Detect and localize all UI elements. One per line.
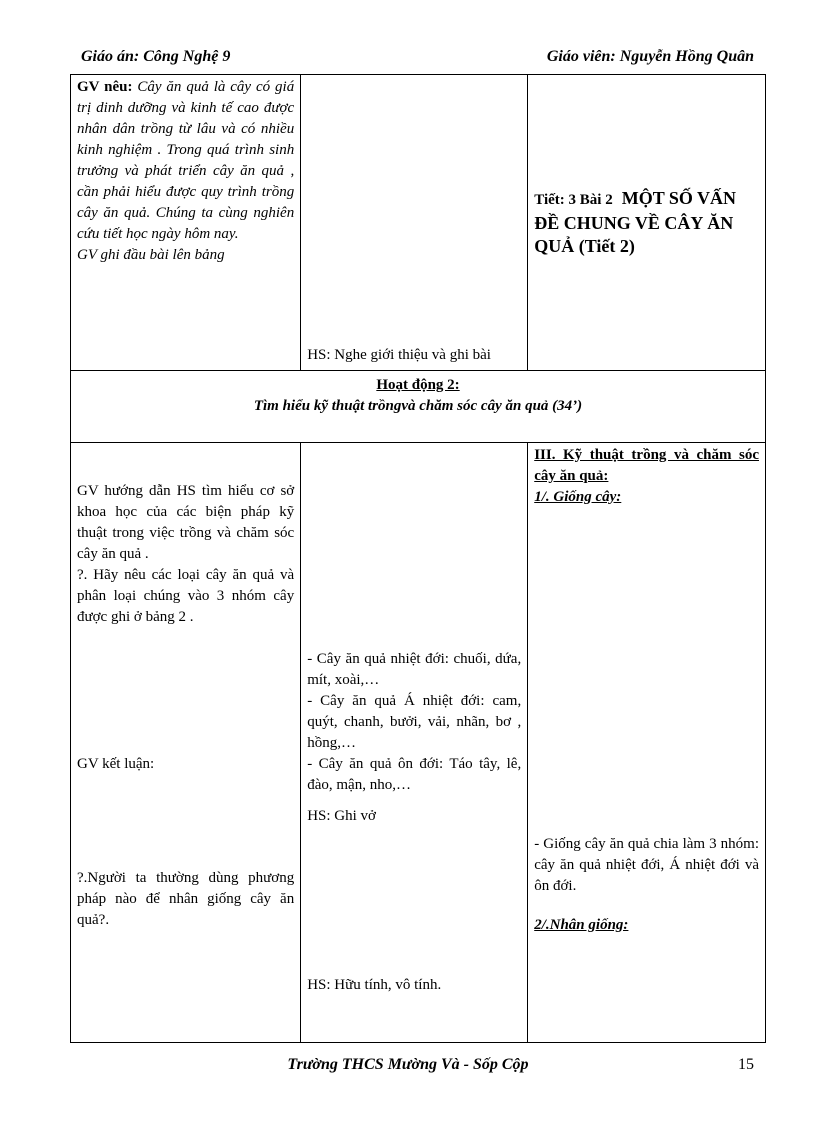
hs-listen-text: HS: Nghe giới thiệu và ghi bài (307, 347, 491, 363)
question-propagation: ?.Người ta thường dùng phương pháp nào để nhân giống cây ăn quả?. (77, 870, 295, 928)
table-row (71, 443, 766, 1043)
student-cell (301, 75, 528, 371)
lesson-prefix: Tiết: 3 Bài 2 (534, 192, 613, 208)
teacher-activity-cell (71, 443, 301, 1043)
teacher-intro-cell (71, 75, 301, 371)
subsection-propagation: 2/.Nhân giống: (534, 917, 629, 933)
seed-groups-note: - Giống cây ăn quả chia làm 3 nhóm: cây ăn quả nhiệt đới, Á nhiệt đới và ôn đới. (534, 836, 759, 894)
lesson-title (534, 187, 759, 258)
answer-subtropical: - Cây ăn quả Á nhiệt đới: cam, quýt, chanh, bưởi, vải, nhãn, bơ , hồng,… (307, 693, 522, 751)
activity-heading: Hoạt động 2: (376, 377, 460, 393)
activity-subtitle: Tìm hiểu kỹ thuật trồngvà chăm sóc cây ăn quả (34’) (253, 398, 583, 414)
hs-notes: HS: Ghi vở (307, 808, 376, 824)
gv-label: GV nêu: (77, 79, 133, 95)
question-classify: ?. Hãy nêu các loại cây ăn quả và phân loại chúng vào 3 nhóm cây được ghi ở bảng 2 . (77, 567, 295, 625)
gv-conclusion: GV kết luận: (77, 756, 155, 772)
answer-propagation: HS: Hữu tính, vô tính. (307, 977, 442, 993)
lesson-plan-table (70, 74, 766, 1043)
teacher-intro (77, 77, 294, 245)
answer-temperate: - Cây ăn quả ôn đới: Táo tây, lê, đào, mận, nho,… (307, 756, 522, 793)
page-number: 15 (738, 1056, 754, 1073)
student-activity-cell (301, 443, 528, 1043)
section-heading: III. Kỹ thuật trồng và chăm sóc cây ăn quả: (534, 447, 759, 484)
gv-intro-text: Cây ăn quả là cây có giá trị dinh dưỡng và kinh tế cao được nhân dân trồng từ lâu và có nhiều kinh nghiệm . Trong quá trình sinh trưởng và phát triển cây ăn quả , cần phải hiểu được quy trình trồng cây ăn quả. Chúng ta cùng nghiên cứu tiết học ngày hôm nay. (77, 79, 295, 242)
footer-school: Trường THCS Mường Và - Sốp Cộp (287, 1056, 529, 1073)
content-cell (528, 443, 766, 1043)
subsection-seed: 1/. Giống cây: (534, 489, 622, 505)
table-row (71, 371, 766, 443)
table-row (71, 75, 766, 371)
gv-write-text: GV ghi đầu bài lên bảng (77, 247, 225, 263)
header-subject: Giáo án: Công Nghệ 9 (81, 48, 231, 65)
activity-heading-cell (71, 371, 766, 443)
lesson-title-text: MỘT SỐ VẤN ĐỀ CHUNG VỀ CÂY ĂN QUẢ (Tiết 2) (534, 188, 737, 256)
answer-tropical: - Cây ăn quả nhiệt đới: chuối, dứa, mít, xoài,… (307, 651, 522, 688)
header-teacher: Giáo viên: Nguyễn Hồng Quân (546, 48, 754, 65)
lesson-title-cell (528, 75, 766, 371)
gv-guide-text: GV hướng dẫn HS tìm hiểu cơ sở khoa học của các biện pháp kỹ thuật trong việc trồng và chăm sóc cây ăn quả . (77, 483, 295, 562)
